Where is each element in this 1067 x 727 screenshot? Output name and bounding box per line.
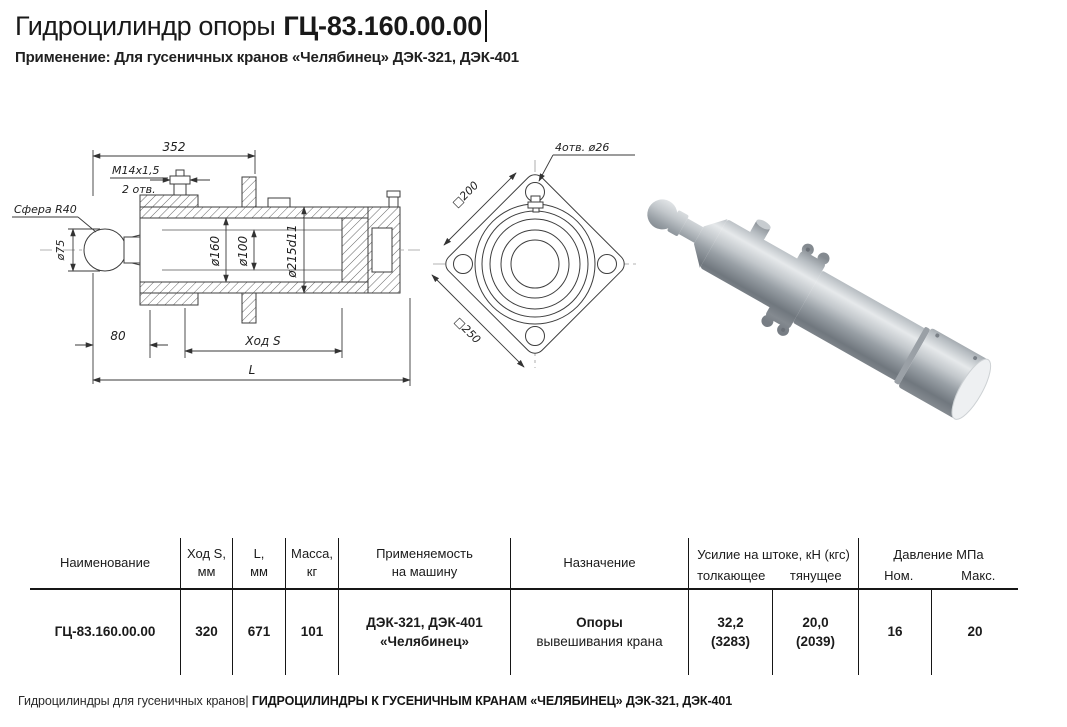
sphere-label: Сфера R40 — [14, 203, 77, 216]
stroke-label: Ход S — [245, 334, 281, 348]
col-header-pressure-nom: Ном. — [884, 568, 914, 584]
cell-pressure-max: 20 — [931, 590, 1018, 675]
thread-label: M14х1,5 — [112, 164, 160, 177]
spec-table — [30, 538, 1018, 675]
product-photo — [625, 162, 1025, 440]
dimension-thread-m14 — [110, 164, 210, 196]
cell-length: 671 — [232, 590, 285, 675]
dimension-stroke — [185, 308, 342, 358]
square-250-label: □250 — [451, 314, 484, 347]
footer-category: Гидроцилиндры для гусеничных кранов| — [18, 694, 249, 708]
cell-mass: 101 — [285, 590, 338, 675]
application-line: Применение: Для гусеничных кранов «Челябинец» ДЭК-321, ДЭК-401 — [15, 49, 519, 66]
cell-stroke: 320 — [180, 590, 232, 675]
d100-label: ø100 — [236, 235, 250, 267]
cell-pressure-nom: 16 — [858, 590, 931, 675]
col-header-pressure-max: Макс. — [961, 568, 996, 584]
col-header-length: L, мм — [232, 538, 285, 590]
col-header-force-pull: тянущее — [789, 568, 842, 584]
footer-document-title: ГИДРОЦИЛИНДРЫ К ГУСЕНИЧНЫМ КРАНАМ «ЧЕЛЯБИНЕЦ» ДЭК-321, ДЭК-401 — [251, 694, 733, 708]
square-200-label: □200 — [449, 178, 482, 211]
cell-purpose: Опоры вывешивания крана — [510, 590, 688, 675]
col-header-name: Наименование — [30, 538, 180, 590]
page-title[interactable] — [15, 10, 519, 42]
footer-line — [18, 694, 732, 708]
text-cursor — [485, 10, 487, 42]
side-section-drawing — [12, 118, 432, 418]
cell-force-push: 32,2 (3283) — [688, 590, 772, 675]
col-header-pressure-group: Давление МПа Ном. Макс. — [858, 538, 1018, 590]
col-header-force-push: толкающее — [697, 568, 766, 584]
thread-qty-label: 2 отв. — [122, 183, 156, 196]
holes-label: 4отв. ø26 — [555, 141, 610, 154]
d160-label: ø160 — [208, 235, 222, 267]
d75-label: ø75 — [54, 239, 67, 261]
flange-front-drawing — [428, 136, 648, 376]
dim-352-label: 352 — [162, 140, 186, 154]
title-text: Гидроцилиндр опоры — [15, 10, 276, 41]
total-length-label: L — [248, 363, 256, 377]
col-header-purpose: Назначение — [510, 538, 688, 590]
dimension-sphere-r40 — [12, 203, 96, 232]
cell-product-name: ГЦ-83.160.00.00 — [54, 624, 156, 640]
d215-label: ø215d11 — [285, 224, 299, 278]
header — [15, 10, 519, 66]
cylinder-photo-body — [626, 166, 1004, 435]
col-header-force-group: Усилие на штоке, кН (кгс) толкающее тянущее — [688, 538, 858, 590]
dimension-holes-d26 — [539, 141, 635, 181]
dim-80-label: 80 — [110, 329, 126, 343]
col-header-mass: Масса, кг — [285, 538, 338, 590]
col-header-application: Применяемость на машину — [338, 538, 510, 590]
cell-force-pull: 20,0 (2039) — [772, 590, 858, 675]
title-product-code: ГЦ-83.160.00.00 — [283, 10, 483, 41]
col-header-stroke: Ход S, мм — [180, 538, 232, 590]
cell-application: ДЭК-321, ДЭК-401 «Челябинец» — [338, 590, 510, 675]
